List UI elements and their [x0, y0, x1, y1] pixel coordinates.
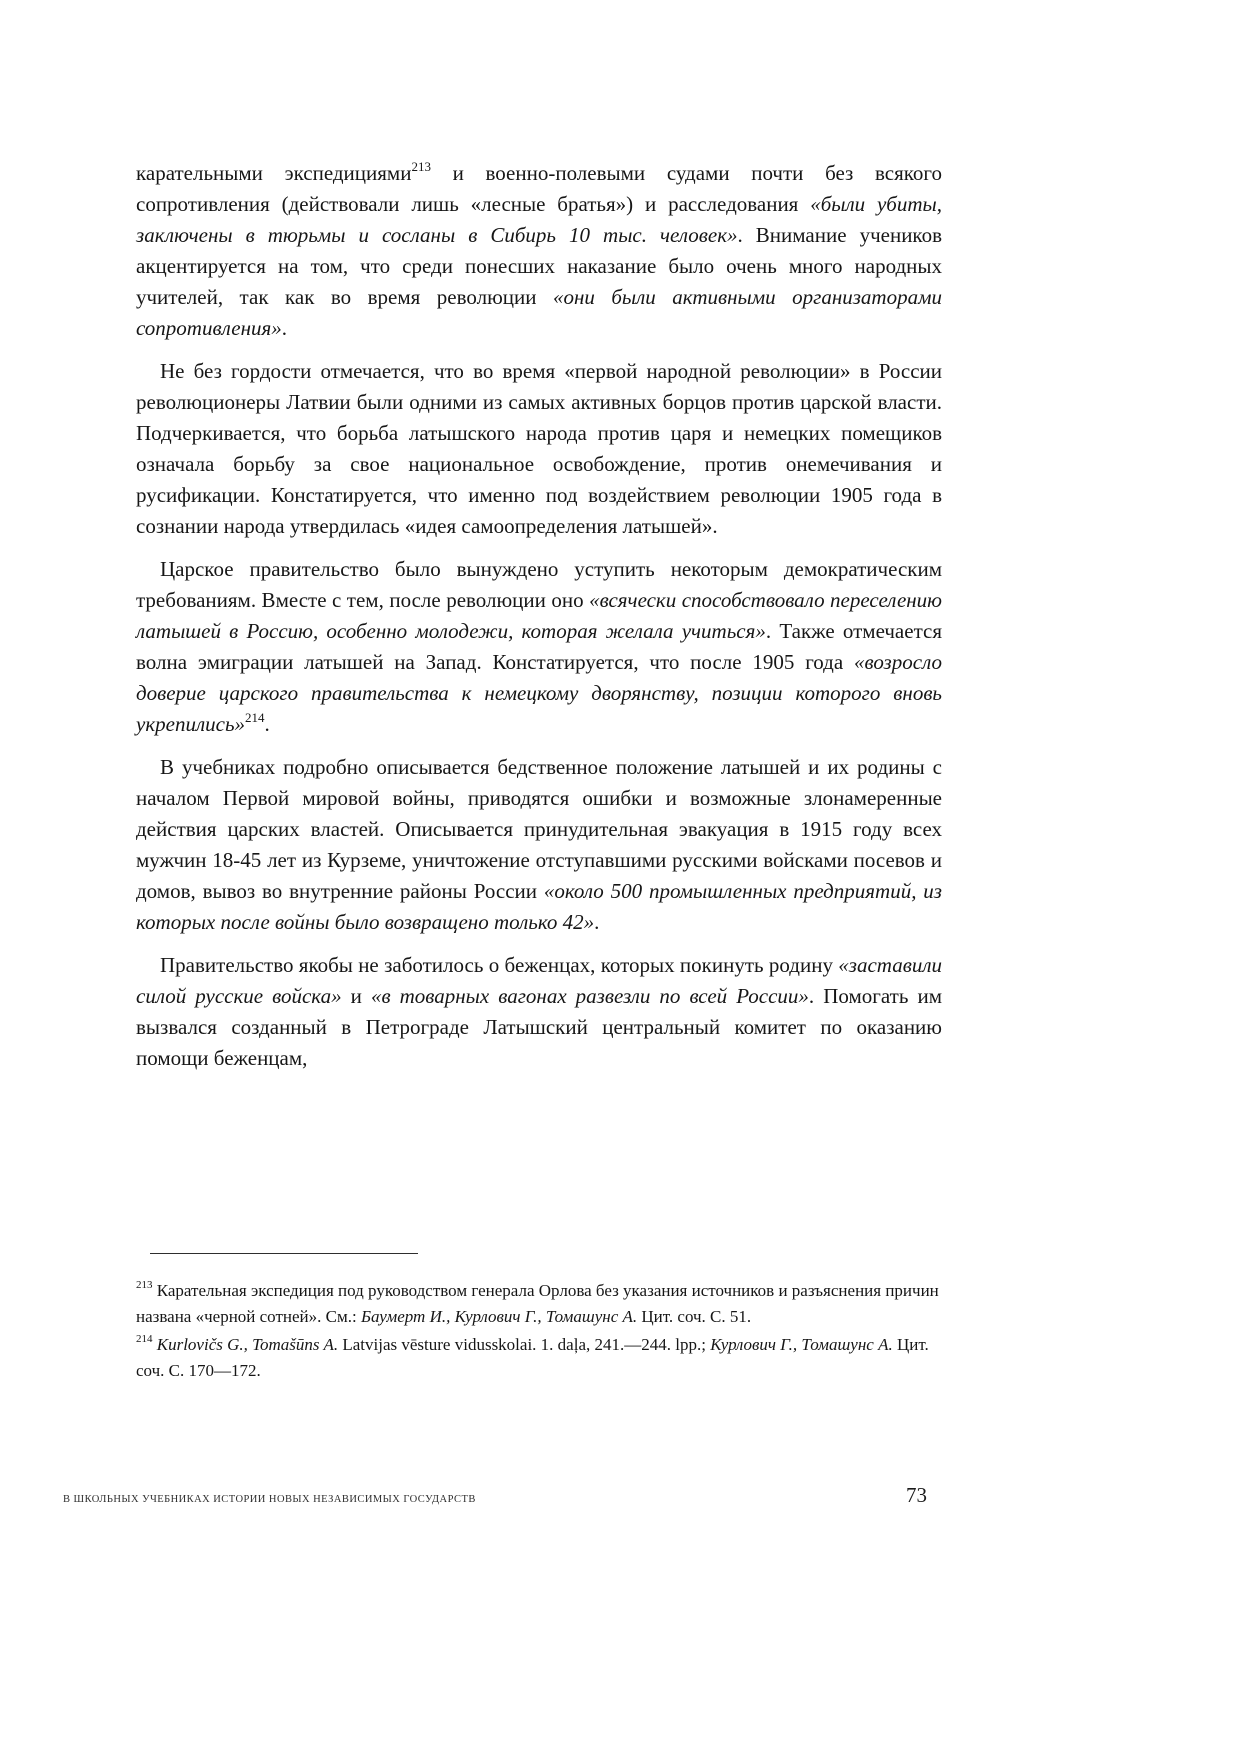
paragraph	[136, 554, 942, 740]
text-segment: «в товарных вагонах развезли по всей России»	[370, 984, 809, 1008]
text-segment: «около 500 промышленных предприятий, из которых после войны было возвращено только 42»	[136, 879, 942, 934]
text-segment: .	[281, 316, 288, 340]
text-segment: Царское правительство было вынуждено уступить некоторым демократическим требованиям. Вместе с тем, после революции оно	[136, 557, 942, 612]
text-segment: «они были активными организаторами сопротивления»	[136, 285, 942, 340]
text-segment: и	[341, 984, 371, 1008]
page-number: 73	[906, 1483, 927, 1507]
main-text	[136, 158, 942, 1086]
text-segment: Цит. соч. С. 51.	[637, 1307, 752, 1326]
footnotes	[136, 1278, 942, 1386]
text-segment: . Также отмечается волна эмиграции латышей на Запад. Констатируется, что после 1905 года	[136, 619, 942, 674]
paragraph	[136, 752, 942, 938]
paragraph	[136, 158, 942, 344]
footnote-ref: 214	[245, 710, 265, 725]
text-segment: «были убиты, заключены в тюрьмы и сосланы в Сибирь 10 тыс. человек»	[136, 192, 942, 247]
text-segment: В учебниках подробно описывается бедственное положение латышей и их родины с началом Первой мировой войны, приводятся ошибки и возможные злонамеренные действия царских властей. Описывается принудительная эвакуация в 1915 году всех мужчин 18-45 лет из Курземе, уничтожение отступавшими русскими войсками посевов и домов, вывоз во внутренние районы России	[136, 755, 942, 903]
text-segment: «возросло доверие царского правительства к немецкому дворянству, позиции которого вновь укрепились»	[136, 650, 942, 736]
text-segment: Kurlovičs G., Tomašūns A.	[152, 1335, 339, 1354]
text-segment: карательными экспедициями	[136, 161, 412, 185]
text-segment: и военно-полевыми судами почти без всякого сопротивления (действовали лишь «лесные братья») и расследования	[136, 161, 943, 216]
footer-running-title: В ШКОЛЬНЫХ УЧЕБНИКАХ ИСТОРИИ НОВЫХ НЕЗАВИСИМЫХ ГОСУДАРСТВ	[63, 1494, 476, 1505]
text-segment: «заставили силой русские войска»	[136, 953, 942, 1008]
footnote-number: 213	[136, 1279, 153, 1292]
text-segment: Курлович Г., Томашунс А.	[710, 1335, 893, 1354]
paragraph	[136, 356, 942, 542]
text-segment: Цит. соч. С. 170—172.	[136, 1335, 929, 1380]
text-segment: Карательная экспедиция под руководством генерала Орлова без указания источников и разъяснения причин названа «черной сотней». См.:	[136, 1281, 939, 1326]
footnote	[136, 1332, 942, 1384]
footnote-number: 214	[136, 1333, 153, 1346]
footnote-ref: 213	[411, 159, 431, 174]
text-segment: Latvijas vēsture vidusskolai. 1. daļa, 241.—244. lpp.;	[338, 1335, 711, 1354]
paragraph	[136, 950, 942, 1074]
text-segment: «всячески способствовало переселению латышей в Россию, особенно молодежи, которая желала учиться»	[136, 588, 942, 643]
text-segment: . Помогать им вызвался созданный в Петрограде Латышский центральный комитет по оказанию помощи беженцам,	[136, 984, 942, 1070]
text-segment: . Внимание учеников акцентируется на том, что среди понесших наказание было очень много народных учителей, так как во время революции	[136, 223, 942, 309]
text-segment: Правительство якобы не заботилось о беженцах, которых покинуть родину	[160, 953, 839, 977]
text-segment: Баумерт И., Курлович Г., Томашунс А.	[360, 1307, 638, 1326]
footnote	[136, 1278, 942, 1330]
footnote-separator	[150, 1253, 418, 1254]
text-segment: .	[594, 910, 600, 934]
text-segment: .	[264, 712, 270, 736]
text-segment: Не без гордости отмечается, что во время «первой народной революции» в России революционеры Латвии были одними из самых активных борцов против царской власти. Подчеркивается, что борьба латышского народа против царя и немецких помещиков означала борьбу за свое национальное освобождение, против онемечивания и русификации. Констатируется, что именно под воздействием революции 1905 года в сознании народа утвердилась «идея самоопределения латышей».	[136, 359, 942, 538]
